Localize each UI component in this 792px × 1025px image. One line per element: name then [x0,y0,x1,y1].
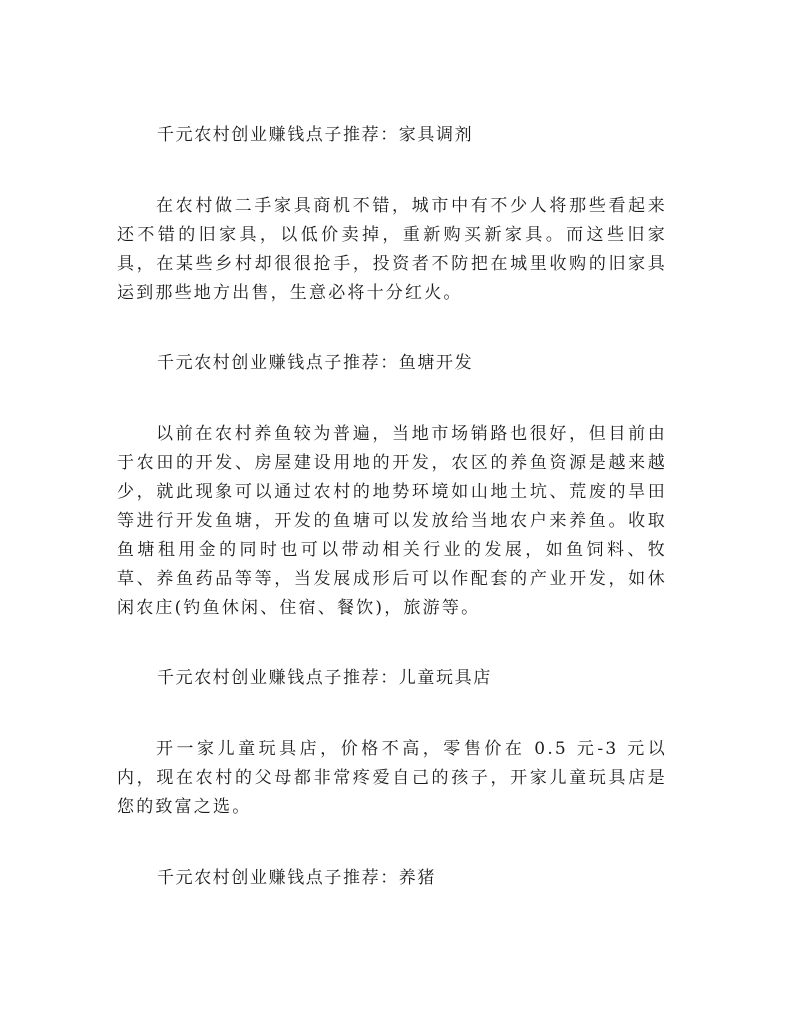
section-heading-pig-farming: 千元农村创业赚钱点子推荐：养猪 [157,868,436,888]
section-heading-fish-pond: 千元农村创业赚钱点子推荐：鱼塘开发 [157,353,474,373]
section-paragraph-fish-pond: 以前在农村养鱼较为普遍，当地市场销路也很好，但目前由于农田的开发、房屋建设用地的开发，农区的养鱼资源是越来越少，就此现象可以通过农村的地势环境如山地土坑、荒废的旱田等进行开发鱼塘，开发的鱼塘可以发放给当地农户来养鱼。收取鱼塘租用金的同时也可以带动相关行业的发展，如鱼饲料、牧草、养鱼药品等等，当发展成形后可以作配套的产业开发，如休闲农庄(钓鱼休闲、住宿、餐饮)，旅游等。 [117,424,667,618]
section-heading-furniture: 千元农村创业赚钱点子推荐：家具调剂 [157,125,474,145]
section-paragraph-toy-store: 开一家儿童玩具店，价格不高，零售价在 0.5 元-3 元以内，现在农村的父母都非常疼爱自己的孩子，开家儿童玩具店是您的致富之选。 [117,739,667,817]
section-paragraph-furniture: 在农村做二手家具商机不错，城市中有不少人将那些看起来还不错的旧家具，以低价卖掉，重新购买新家具。而这些旧家具，在某些乡村却很很抢手，投资者不防把在城里收购的旧家具运到那些地方出售，生意必将十分红火。 [117,196,667,303]
section-heading-toy-store: 千元农村创业赚钱点子推荐：儿童玩具店 [157,668,492,688]
